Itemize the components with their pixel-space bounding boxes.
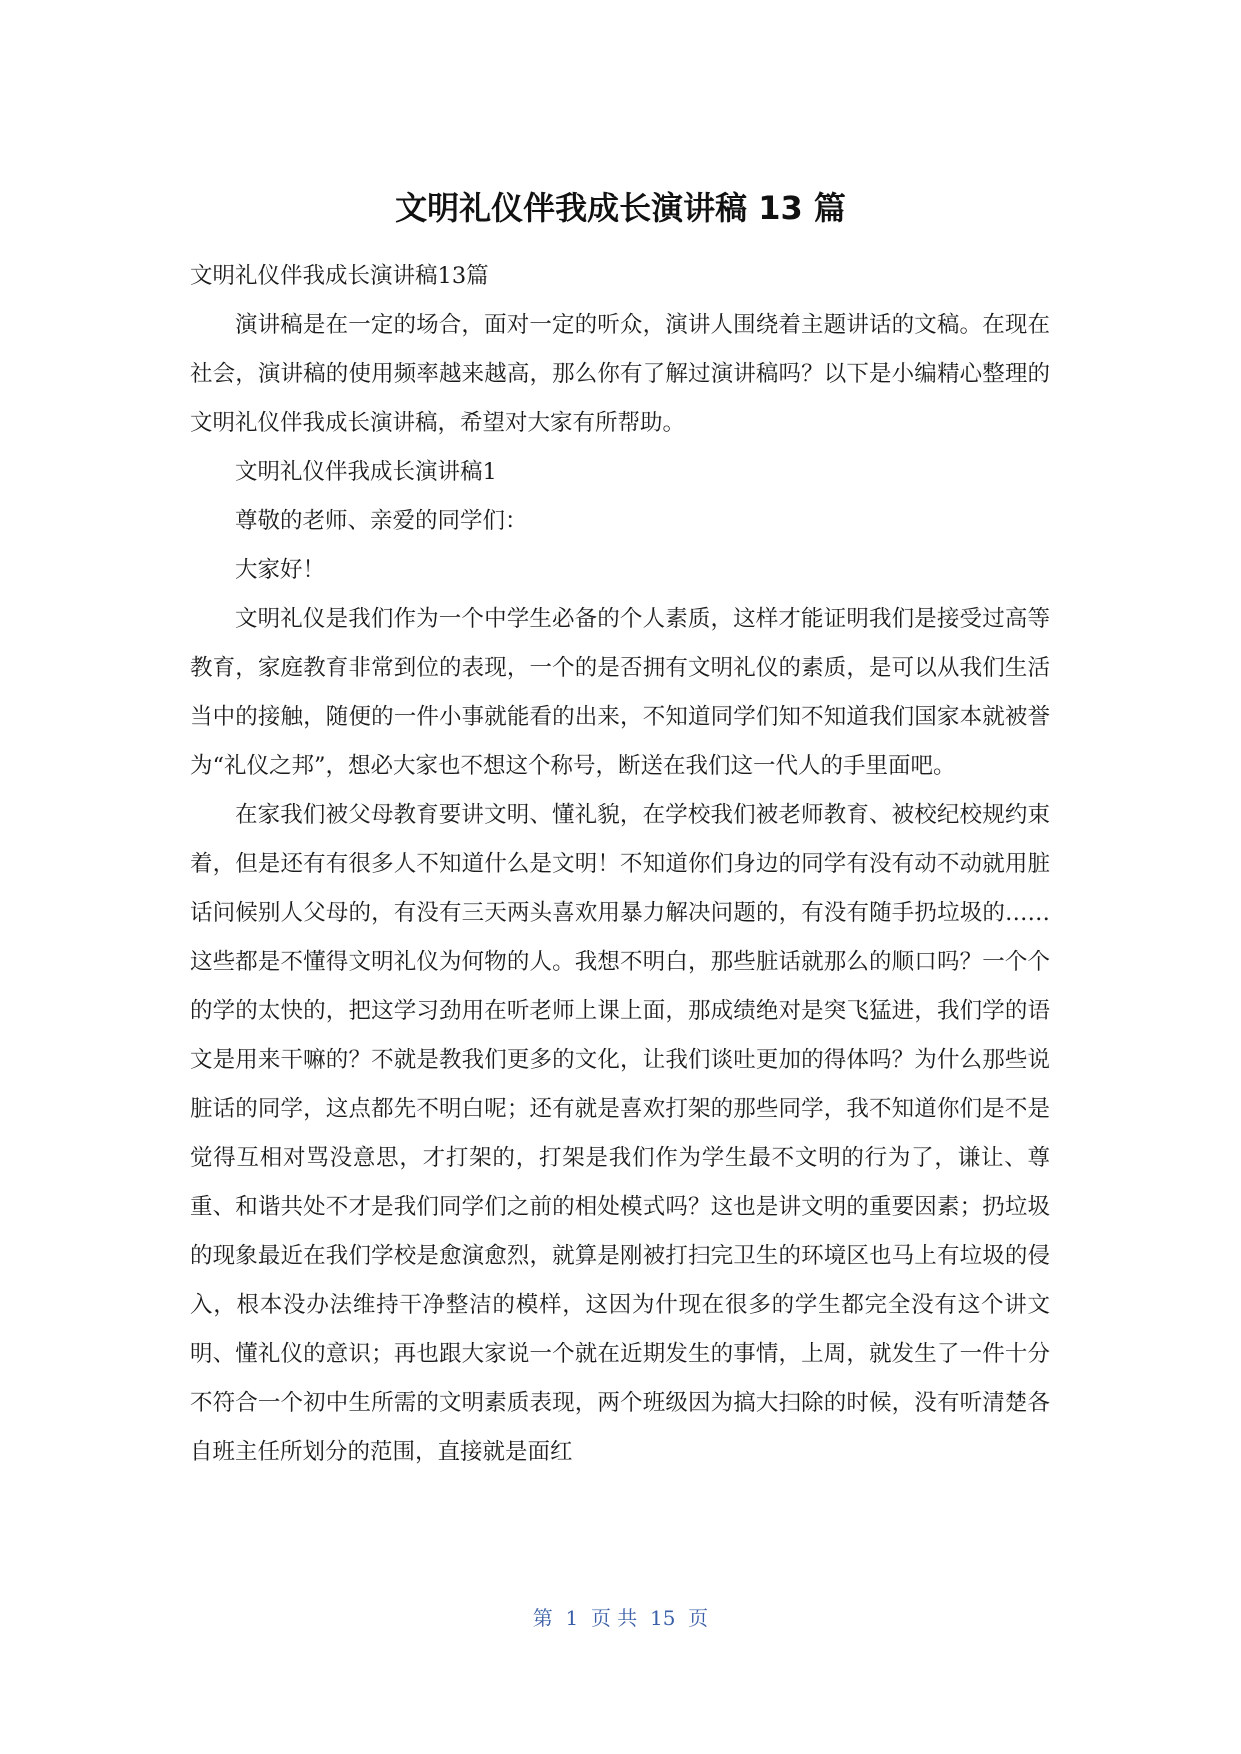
document-body [190, 252, 1050, 1477]
greeting: 大家好！ [235, 557, 326, 583]
section-heading: 文明礼仪伴我成长演讲稿1 [235, 459, 497, 485]
subtitle-line: 文明礼仪伴我成长演讲稿13篇 [190, 263, 489, 289]
page-title: 文明礼仪伴我成长演讲稿 13 篇 [395, 189, 846, 227]
page-number-footer: 第 1 页 共 15 页 [532, 1606, 709, 1630]
salutation: 尊敬的老师、亲爱的同学们： [235, 508, 528, 534]
body-paragraph: 在家我们被父母教育要讲文明、懂礼貌，在学校我们被老师教育、被校纪校规约束着，但是还有有很多人不知道什么是文明！不知道你们身边的同学有没有动不动就用脏话问候别人父母的，有没有三天两头喜欢用暴力解决问题的，有没有随手扔垃圾的……这些都是不懂得文明礼仪为何物的人。我想不明白，那些脏话就那么的顺口吗？一个个的学的太快的，把这学习劲用在听老师上课上面，那成绩绝对是突飞猛进，我们学的语文是用来干嘛的？不就是教我们更多的文化，让我们谈吐更加的得体吗？为什么那些说脏话的同学，这点都先不明白呢；还有就是喜欢打架的那些同学，我不知道你们是不是觉得互相对骂没意思，才打架的，打架是我们作为学生最不文明的行为了，谦让、尊重、和谐共处不才是我们同学们之前的相处模式吗？这也是讲文明的重要因素；扔垃圾的现象最近在我们学校是愈演愈烈，就算是刚被打扫完卫生的环境区也马上有垃圾的侵入，根本没办法维持干净整洁的模样，这因为什现在很多的学生都完全没有这个讲文明、懂礼仪的意识；再也跟大家说一个就在近期发生的事情，上周，就发生了一件十分不符合一个初中生所需的文明素质表现，两个班级因为搞大扫除的时候，没有听清楚各自班主任所划分的范围，直接就是面红 [190, 802, 1050, 1465]
body-paragraph: 文明礼仪是我们作为一个中学生必备的个人素质，这样才能证明我们是接受过高等教育，家庭教育非常到位的表现，一个的是否拥有文明礼仪的素质，是可以从我们生活当中的接触，随便的一件小事就能看的出来，不知道同学们知不知道我们国家本就被誉为“礼仪之邦”，想必大家也不想这个称号，断送在我们这一代人的手里面吧。 [190, 606, 1050, 779]
intro-paragraph: 演讲稿是在一定的场合，面对一定的听众，演讲人围绕着主题讲话的文稿。在现在社会，演讲稿的使用频率越来越高，那么你有了解过演讲稿吗？以下是小编精心整理的文明礼仪伴我成长演讲稿，希望对大家有所帮助。 [190, 312, 1050, 436]
